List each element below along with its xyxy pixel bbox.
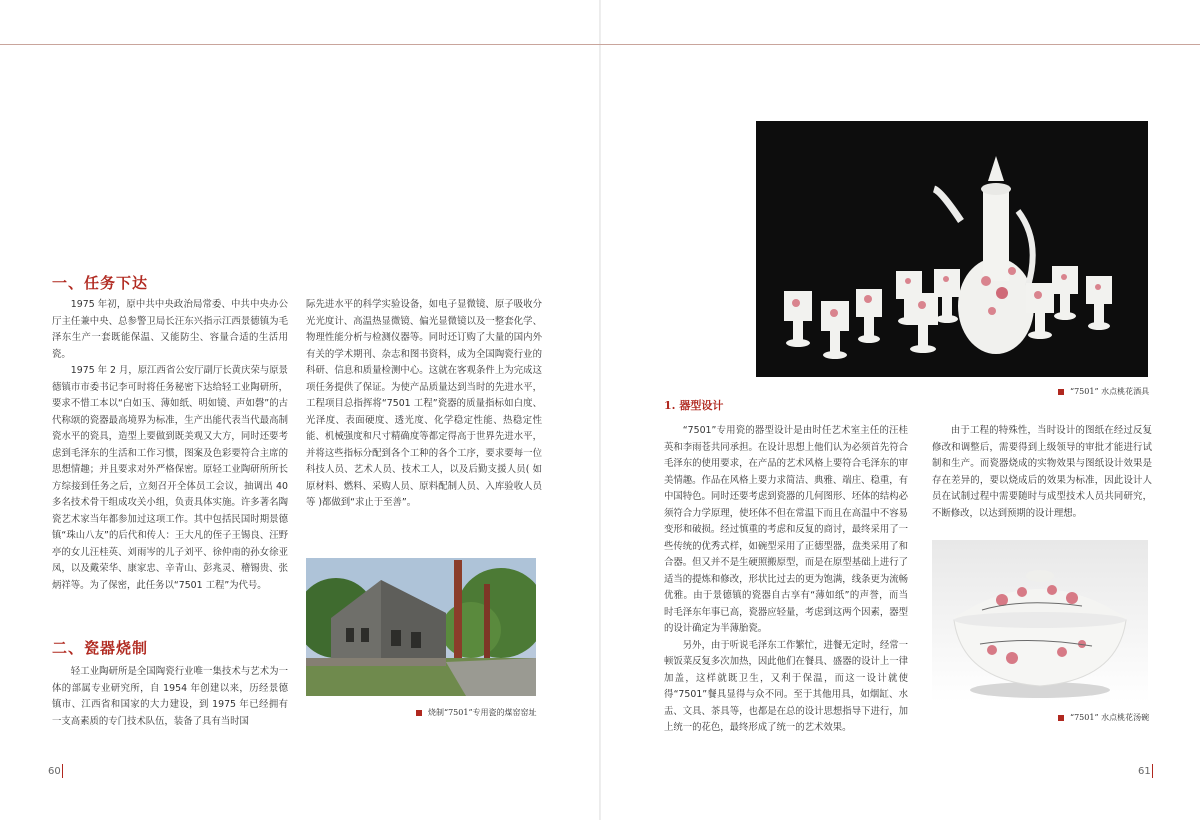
paragraph: 轻工业陶研所是全国陶瓷行业唯一集技术与艺术为一体的部属专业研究所，自 1954 年创建以来，历经景德镇市、江西省和国家的大力建设，到 1975 年已经拥有一支高素质的专门技术队伍，装备了具有当时国 <box>52 666 288 727</box>
soup-bowl-caption <box>1058 712 1149 723</box>
page-number-right: 61 <box>1138 766 1151 777</box>
caption-marker <box>416 710 422 716</box>
page-number-bar-left <box>62 764 63 778</box>
paragraph: 1975 年 2 月，原江西省公安厅副厅长黄庆荣与原景德镇市市委书记李可时将任务秘密下达给轻工业陶研所，要求不惜工本以“白如玉、薄如纸、明如镜、声如磬”的古代称颂的瓷器最高境界为标准，生产出能代表当代最高制瓷水平的瓷具，造型上要做到既美观又大方，同时还要考虑到毛泽东的生活和工作习惯，图案及色彩要符合主席的思想情趣；并且要求对外严格保密。原轻工业陶研所所长方综接到任务之后，立刻召开全体员工会议，抽调出 40 多名技术骨干组成攻关小组，负责具体实施。许多著名陶瓷艺术家当年都参加过这项工作。其中包括民国时期景德镇“珠山八友”的后代和传人：王大凡的侄子王锡良、汪野亭的女儿汪桂英、刘雨岑的儿子刘平、徐仲南的孙女徐亚凤，以及戴荣华、康家忠、辛青山、彭兆灵、稽锡贵、张炳祥等。为了保密，此任务以“7501 工程”为代号。 <box>52 365 288 591</box>
caption-text: “7501” 水点桃花酒具 <box>1070 387 1150 396</box>
paragraph: “7501”专用瓷的器型设计是由时任艺术室主任的汪桂英和李雨苍共同承担。在设计思想上他们认为必须首先符合毛泽东的使用要求，在产品的艺术风格上要符合毛泽东的审美情趣。作品在风格上要力求简洁、典雅、端庄、稳重，有中国特色。同时还要考虑到瓷器的几何图形、坯体的结构必须符合力学原理，使坯体不但在常温下而且在高温中不容易变形和破损。经过慎重的考虑和反复的商讨，最终采用了一些传统的优秀式样，如碗型采用了正德型器，盘类采用了和合器。但又并不是生硬照搬原型，而是在原型基础上进行了适当的提炼和修改，形状比过去的更为饱满，线条更为流畅优雅。由于景德镇的瓷器自古享有“薄如纸”的声誉，而当时毛泽东年事已高，瓷器应轻量，考虑到这两个因素，器型的设计确定为半薄胎瓷。 <box>664 425 908 634</box>
caption-text: “7501” 水点桃花汤碗 <box>1070 713 1150 722</box>
wine-set-photo <box>756 121 1148 377</box>
top-rule-left <box>0 44 600 45</box>
page-number-bar-right <box>1152 764 1153 778</box>
paragraph: 另外，由于听说毛泽东工作繁忙，进餐无定时，经常一顿饭菜反复多次加热，因此他们在餐具、盛器的设计上一律加盖，这样就既卫生，又利于保温，而这一设计就使得“7501”餐具显得与众不同。至于其他用具，如烟缸、水盂、文具、茶具等，也都是在总的设计思想指导下进行，加上统一的花色，最终形成了统一的艺术效果。 <box>664 639 908 733</box>
soup-bowl-photo <box>932 540 1148 702</box>
right-text-column-1 <box>664 423 908 737</box>
subsection-heading-design: 1. 器型设计 <box>664 399 724 412</box>
paragraph: 由于工程的特殊性，当时设计的图纸在经过反复修改和调整后，需要得到上级领导的审批才能进行试制和生产。而瓷器烧成的实物效果与图纸设计效果是存在差异的，要以烧成后的效果为标准，因此设计人员在试制过程中需要随时与成型技术人员共同研究，不断修改，以达到预期的设计理想。 <box>932 425 1152 519</box>
top-rule-right <box>600 44 1200 45</box>
paragraph: 1975 年初，原中共中央政治局常委、中共中央办公厅主任兼中央、总参警卫局长汪东兴指示江西景德镇为毛泽东生产一套既能保温、又能防尘、容量合适的生活用瓷。 <box>52 299 288 360</box>
caption-text: 烧制“7501”专用瓷的煤窑窑址 <box>428 708 537 717</box>
page-gutter <box>599 0 601 820</box>
caption-marker <box>1058 715 1064 721</box>
right-text-column-2 <box>932 423 1152 522</box>
paragraph: 际先进水平的科学实验设备，如电子显微镜、原子吸收分光光度计、高温热显微镜、偏光显微镜以及一整套化学、物理性能分析与检测仪器等。同时还订购了大量的国内外有关的学术期刊、杂志和图书资料，成为全国陶瓷行业的科研、信息和质量检测中心。这就在客观条件上为完成这项任务提供了保证。为使产品质量达到当时的先进水平，工程项目总指挥将“7501 工程”瓷器的质量指标如白度、光泽度、表面硬度、透光度、化学稳定性能、热稳定性能、机械强度和尺寸精确度等都定得高于世界先进水平，并将这些指标分配到各个工种的各个工序，要求要每一位科技人员、艺术人员、技术工人，以及后勤支援人员( 如原材料、燃料、采购人员、原料配制人员、入库验收人员等 )都做到“求止于至善”。 <box>306 299 542 508</box>
page-number-left: 60 <box>48 766 61 777</box>
kiln-photo-caption <box>416 707 537 718</box>
kiln-site-photo <box>306 558 536 696</box>
wine-set-caption <box>1058 386 1149 397</box>
left-text-column-1 <box>52 297 288 594</box>
section-heading-task: 一、任务下达 <box>52 274 149 292</box>
left-text-column-1b <box>52 664 288 730</box>
caption-marker <box>1058 389 1064 395</box>
section-heading-firing: 二、瓷器烧制 <box>52 639 149 657</box>
left-text-column-2 <box>306 297 542 512</box>
